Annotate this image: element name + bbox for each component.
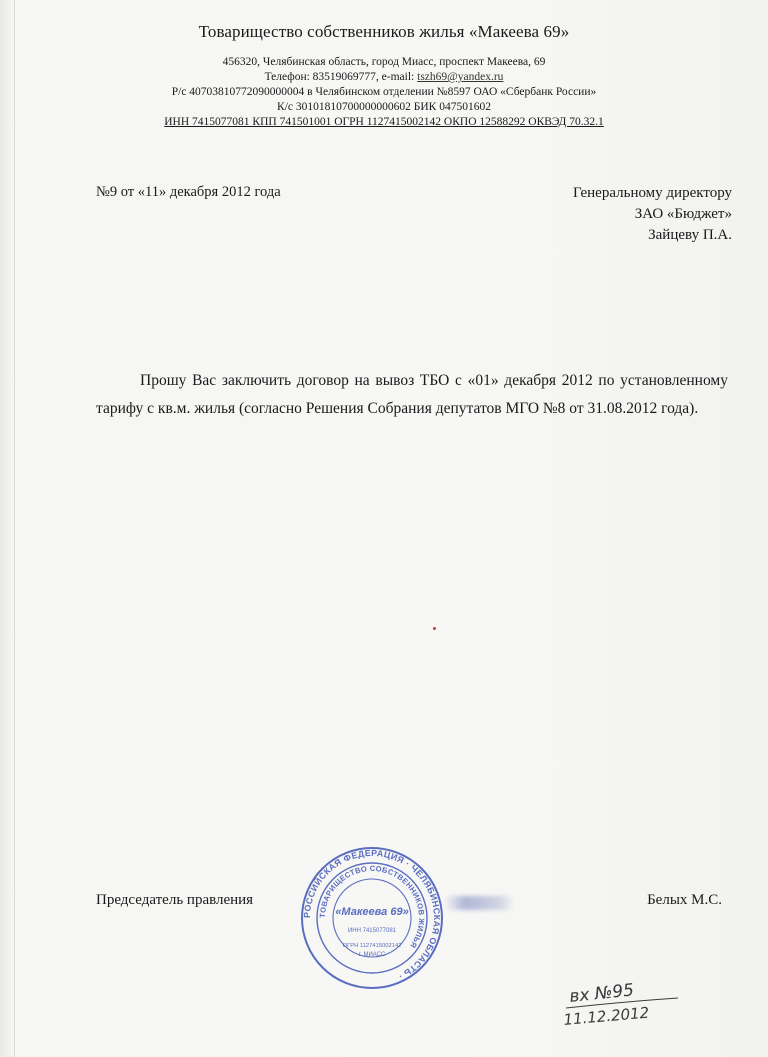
- handwritten-registration-note: [560, 980, 690, 1030]
- stamp-inner-text: ТОВАРИЩЕСТВО СОБСТВЕННИКОВ ЖИЛЬЯ: [317, 863, 427, 950]
- contacts-text: Телефон: 83519069777, e-mail:: [264, 71, 418, 83]
- stamp-outer-text: РОССИЙСКАЯ ФЕДЕРАЦИЯ · ЧЕЛЯБИНСКАЯ ОБЛАСТЬ ·: [301, 847, 443, 982]
- letterhead-requisites: ИНН 7415077081 КПП 741501001 ОГРН 1127415002142 ОКПО 12588292 ОКВЭД 70.32.1: [164, 116, 604, 128]
- email-link[interactable]: tszh69@yandex.ru: [417, 71, 504, 83]
- handwritten-number: вх №95: [568, 980, 635, 1007]
- addressee-name: Зайцеву П.А.: [648, 227, 732, 243]
- stamp-center-text: «Макеева 69»: [335, 906, 409, 918]
- round-stamp-seal: [300, 846, 444, 990]
- signature-mark: [444, 896, 514, 910]
- stamp-ogrn: ОГРН 1127415002142: [342, 943, 402, 949]
- letterhead-bank-account: Р/с 40703810772090000004 в Челябинском отделении №8597 ОАО «Сбербанк России»: [171, 86, 597, 98]
- ink-speck: [433, 627, 436, 630]
- addressee-position: Генеральному директору: [572, 185, 732, 201]
- handwritten-date: 11.12.2012: [562, 1003, 650, 1029]
- letterhead-corr-account: К/с 30101810700000000602 БИК 047501602: [277, 101, 491, 113]
- letterhead-title: Товарищество собственников жилья «Макеева 69»: [198, 22, 570, 41]
- signatory-name: Белых М.С.: [647, 892, 722, 908]
- stamp-city: г. МИАСС: [358, 952, 386, 958]
- letterhead-contacts: [0, 70, 768, 85]
- letter-reference: №9 от «11» декабря 2012 года: [96, 184, 281, 200]
- letter-body: [96, 367, 728, 423]
- addressee-block: [573, 183, 732, 246]
- letterhead-address: 456320, Челябинская область, город Миасс, проспект Макеева, 69: [222, 56, 546, 68]
- addressee-company: ЗАО «Бюджет»: [634, 206, 732, 222]
- scan-edge: [14, 0, 15, 1057]
- signatory-position: Председатель правления: [96, 892, 254, 908]
- stamp-inn: ИНН 7415077081: [347, 928, 397, 934]
- letter-body-text: Прошу Вас заключить договор на вывоз ТБО с «01» декабря 2012 по установленному тарифу с кв.м. жилья (согласно Решения Собрания депутатов МГО №8 от 31.08.2012 года).: [96, 372, 728, 417]
